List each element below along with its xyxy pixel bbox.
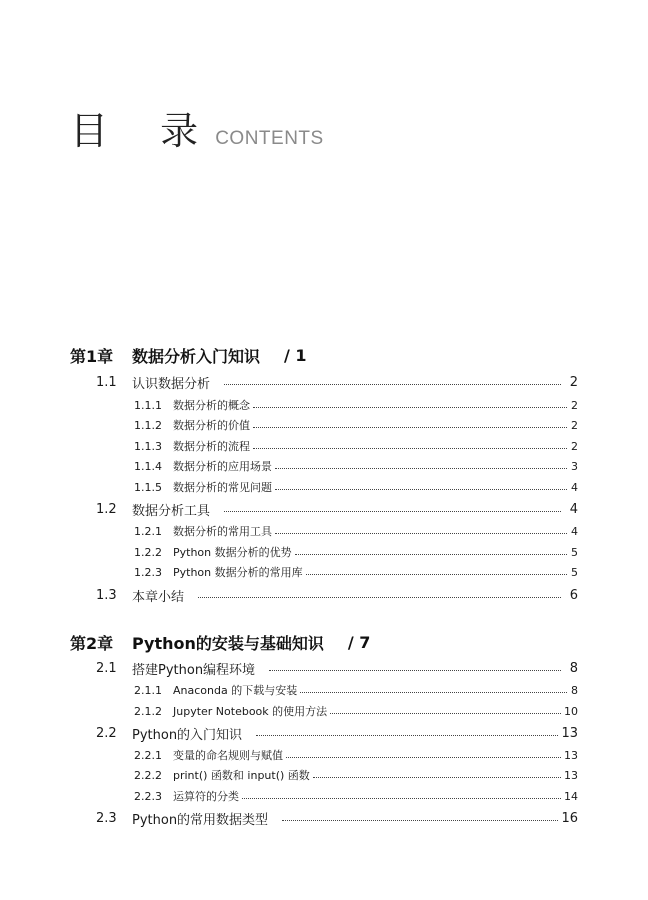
toc-section[interactable] bbox=[96, 808, 578, 828]
dot-leader bbox=[242, 798, 561, 799]
subsection-number: 1.2.3 bbox=[134, 565, 162, 579]
toc-subsection[interactable] bbox=[134, 702, 578, 720]
dot-leader bbox=[275, 489, 567, 490]
subsection-number: 1.1.4 bbox=[134, 459, 162, 473]
page-title bbox=[70, 100, 324, 153]
dot-leader bbox=[256, 735, 558, 736]
subsection-number: 2.2.3 bbox=[134, 789, 162, 803]
subsection-number: 2.2.2 bbox=[134, 768, 162, 782]
section-number: 2.3 bbox=[96, 810, 117, 826]
toc-section[interactable] bbox=[96, 372, 578, 392]
subsection-number: 2.1.2 bbox=[134, 704, 162, 718]
toc-section[interactable] bbox=[96, 723, 578, 743]
toc-subsection[interactable] bbox=[134, 563, 578, 581]
subsection-page: 13 bbox=[564, 768, 578, 782]
dot-leader bbox=[275, 468, 567, 469]
toc-subsection[interactable] bbox=[134, 543, 578, 561]
dot-leader bbox=[253, 407, 567, 408]
subsection-number: 1.1.2 bbox=[134, 418, 162, 432]
subsection-title: 数据分析的流程 bbox=[173, 440, 250, 453]
toc-subsection[interactable] bbox=[134, 457, 578, 475]
subsection-page: 2 bbox=[571, 398, 578, 412]
subsection-number: 1.1.3 bbox=[134, 439, 162, 453]
toc-subsection[interactable] bbox=[134, 416, 578, 434]
subsection-page: 3 bbox=[571, 459, 578, 473]
dot-leader bbox=[253, 448, 567, 449]
subsection-page: 5 bbox=[571, 565, 578, 579]
section-title: Python的入门知识 bbox=[132, 727, 243, 743]
toc-subsection[interactable] bbox=[134, 787, 578, 805]
subsection-title: print() 函数和 input() 函数 bbox=[173, 769, 310, 782]
section-title: Python的常用数据类型 bbox=[132, 812, 269, 828]
toc-subsection[interactable] bbox=[134, 681, 578, 699]
subsection-title: 数据分析的常用工具 bbox=[173, 525, 272, 538]
toc-subsection[interactable] bbox=[134, 766, 578, 784]
section-page: 16 bbox=[561, 810, 578, 826]
toc-subsection[interactable] bbox=[134, 522, 578, 540]
toc-subsection[interactable] bbox=[134, 478, 578, 496]
chapter-number: 第1章 bbox=[70, 346, 114, 366]
subsection-title: 数据分析的价值 bbox=[173, 419, 250, 432]
subsection-page: 2 bbox=[571, 439, 578, 453]
dot-leader bbox=[269, 670, 561, 671]
dot-leader bbox=[330, 713, 561, 714]
title-english: CONTENTS bbox=[215, 128, 324, 149]
section-page: 8 bbox=[569, 660, 578, 676]
toc-section[interactable] bbox=[96, 658, 578, 678]
subsection-title: 变量的命名规则与赋值 bbox=[173, 749, 283, 762]
toc-section[interactable] bbox=[96, 585, 578, 605]
subsection-page: 4 bbox=[571, 524, 578, 538]
subsection-page: 5 bbox=[571, 545, 578, 559]
section-title: 搭建Python编程环境 bbox=[132, 662, 256, 678]
chapter-page: / 1 bbox=[284, 345, 307, 365]
subsection-page: 10 bbox=[564, 704, 578, 718]
subsection-title: Python 数据分析的常用库 bbox=[173, 566, 303, 579]
section-page: 13 bbox=[561, 725, 578, 741]
dot-leader bbox=[224, 511, 561, 512]
subsection-number: 1.2.2 bbox=[134, 545, 162, 559]
subsection-title: 运算符的分类 bbox=[173, 790, 239, 803]
chapter-title: 数据分析入门知识 bbox=[132, 346, 261, 366]
subsection-number: 1.1.1 bbox=[134, 398, 162, 412]
chapter-page: / 7 bbox=[347, 632, 371, 652]
subsection-number: 2.2.1 bbox=[134, 748, 162, 762]
chapter-heading[interactable] bbox=[70, 630, 590, 654]
subsection-page: 2 bbox=[571, 418, 578, 432]
section-number: 2.1 bbox=[96, 660, 117, 676]
subsection-page: 14 bbox=[564, 789, 578, 803]
section-number: 1.2 bbox=[96, 501, 117, 517]
subsection-title: Anaconda 的下载与安装 bbox=[173, 684, 298, 697]
chapter-title: Python的安装与基础知识 bbox=[132, 633, 324, 653]
section-title: 本章小结 bbox=[132, 589, 185, 605]
subsection-title: 数据分析的常见问题 bbox=[173, 481, 272, 494]
subsection-page: 4 bbox=[571, 480, 578, 494]
toc-subsection[interactable] bbox=[134, 437, 578, 455]
dot-leader bbox=[275, 533, 567, 534]
dot-leader bbox=[198, 597, 561, 598]
toc-subsection[interactable] bbox=[134, 396, 578, 414]
subsection-title: 数据分析的概念 bbox=[173, 399, 250, 412]
section-number: 1.1 bbox=[96, 374, 117, 390]
section-page: 4 bbox=[569, 501, 578, 517]
section-page: 6 bbox=[569, 587, 578, 603]
toc-subsection[interactable] bbox=[134, 746, 578, 764]
section-number: 1.3 bbox=[96, 587, 117, 603]
subsection-number: 1.1.5 bbox=[134, 480, 162, 494]
toc-section[interactable] bbox=[96, 499, 578, 519]
dot-leader bbox=[286, 757, 561, 758]
dot-leader bbox=[253, 427, 567, 428]
subsection-title: 数据分析的应用场景 bbox=[173, 460, 272, 473]
subsection-number: 2.1.1 bbox=[134, 683, 162, 697]
title-chinese: 目 录 bbox=[70, 109, 219, 153]
subsection-page: 13 bbox=[564, 748, 578, 762]
section-title: 认识数据分析 bbox=[132, 376, 211, 392]
section-number: 2.2 bbox=[96, 725, 117, 741]
subsection-page: 8 bbox=[571, 683, 578, 697]
section-page: 2 bbox=[569, 374, 578, 390]
dot-leader bbox=[300, 692, 567, 693]
dot-leader bbox=[295, 554, 567, 555]
dot-leader bbox=[224, 384, 561, 385]
section-title: 数据分析工具 bbox=[132, 503, 211, 519]
subsection-number: 1.2.1 bbox=[134, 524, 162, 538]
dot-leader bbox=[306, 574, 567, 575]
subsection-title: Jupyter Notebook 的使用方法 bbox=[173, 705, 328, 718]
chapter-number: 第2章 bbox=[70, 633, 114, 653]
subsection-title: Python 数据分析的优势 bbox=[173, 546, 292, 559]
chapter-heading[interactable] bbox=[70, 343, 590, 367]
dot-leader bbox=[282, 820, 558, 821]
dot-leader bbox=[313, 777, 561, 778]
